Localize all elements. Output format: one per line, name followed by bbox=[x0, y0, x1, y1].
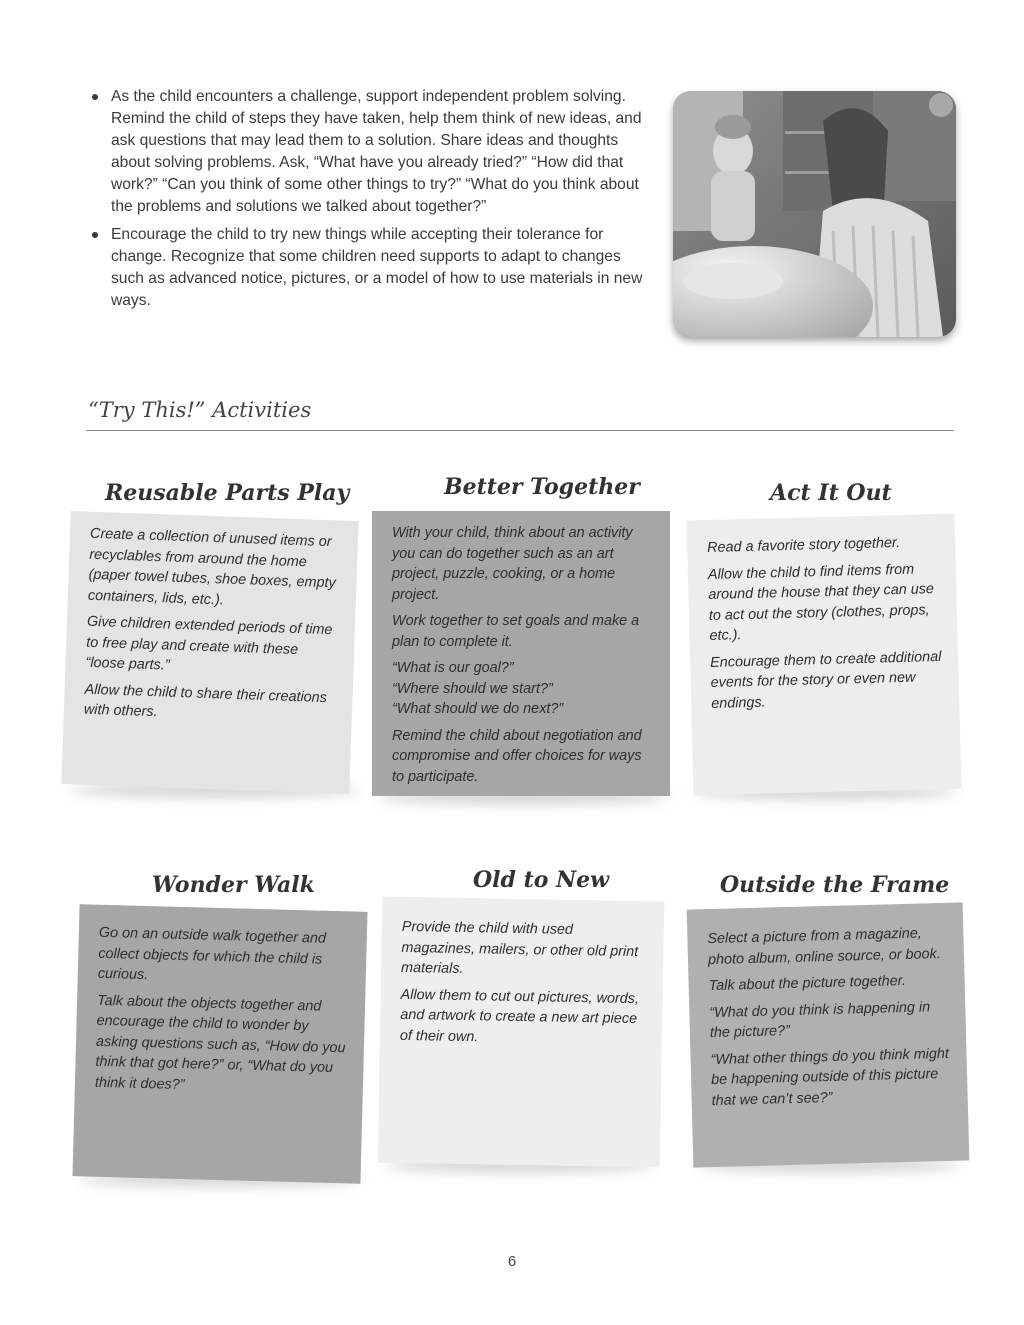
activity-note bbox=[687, 902, 970, 1167]
note-line: “Where should we start?” bbox=[392, 680, 553, 697]
activity-note bbox=[72, 904, 367, 1183]
bullet-item: As the child encounters a challenge, support independent problem solving. Remind the child of steps they have taken, help them think of new ideas, and ask questions that may lead them to a solution. Share ideas and thoughts about solving problems. Ask, “What have you already tried?” “How did that work?” “Can you think of some other things to try?” “What do you think about the problems and solutions we talked about together?” bbox=[88, 86, 648, 218]
note-line: “What other things do you think might be happening outside of this picture that we can’t see?” bbox=[710, 1045, 950, 1109]
note-line: With your child, think about an activity you can do together such as an art project, puzzle, cooking, or a home project. bbox=[392, 525, 633, 603]
note-line: Work together to set goals and make a plan to complete it. bbox=[392, 613, 640, 650]
child-and-adult-photo bbox=[673, 91, 956, 337]
activity-note bbox=[61, 511, 358, 794]
activity-title: Reusable Parts Play bbox=[105, 480, 350, 506]
note-line: Read a favorite story together. bbox=[706, 534, 901, 557]
activity-title: Act It Out bbox=[770, 480, 892, 506]
note-line: Select a picture from a magazine, photo album, online source, or book. bbox=[707, 925, 941, 968]
section-divider bbox=[86, 430, 954, 431]
activity-title: Old to New bbox=[473, 867, 610, 893]
bullet-item: Encourage the child to try new things while accepting their tolerance for change. Recognize that some children need supports to adapt to changes such as advanced notice, pictures, or a model of how to use materials in new ways. bbox=[88, 224, 648, 312]
note-line: Allow the child to share their creations with others. bbox=[83, 681, 328, 721]
note-line: “What is our goal?” bbox=[392, 660, 514, 676]
note-line: Allow the child to find items from around the house that they can use to act out the story (clothes, props, etc.). bbox=[707, 561, 935, 644]
activity-note bbox=[372, 511, 670, 796]
note-line: Allow them to cut out pictures, words, and artwork to create a new art piece of their own. bbox=[399, 986, 640, 1045]
note-line: Remind the child about negotiation and compromise and offer choices for ways to participate. bbox=[392, 727, 642, 785]
page-number: 6 bbox=[507, 1253, 517, 1270]
note-line: Provide the child with used magazines, mailers, or other old print materials. bbox=[400, 918, 639, 977]
note-line: “What should we do next?” bbox=[392, 701, 564, 717]
note-line: Talk about the picture together. bbox=[708, 972, 907, 995]
activity-title: Wonder Walk bbox=[152, 872, 315, 898]
activity-title: Outside the Frame bbox=[720, 872, 950, 898]
note-line: Create a collection of unused items or recyclables from around the home (paper towel tubes, shoe boxes, empty containers, lids, etc.). bbox=[87, 525, 336, 608]
note-line: Go on an outside walk together and collect objects for which the child is curious. bbox=[97, 924, 327, 984]
activity-note bbox=[686, 514, 961, 796]
note-line: Give children extended periods of time to free play and create with these “loose parts.” bbox=[85, 613, 333, 674]
activity-note bbox=[378, 897, 665, 1168]
activity-title: Better Together bbox=[444, 474, 640, 500]
note-line: Talk about the objects together and encourage the child to wonder by asking questions such as, “How do you think that got here?” or, “What do you think it does?” bbox=[94, 992, 346, 1093]
tips-bullet-list bbox=[88, 86, 648, 318]
section-title: “Try This!” Activities bbox=[88, 398, 312, 422]
note-line: Encourage them to create additional events for the story or even new endings. bbox=[709, 648, 942, 712]
note-line: “What do you think is happening in the picture?” bbox=[709, 998, 931, 1042]
